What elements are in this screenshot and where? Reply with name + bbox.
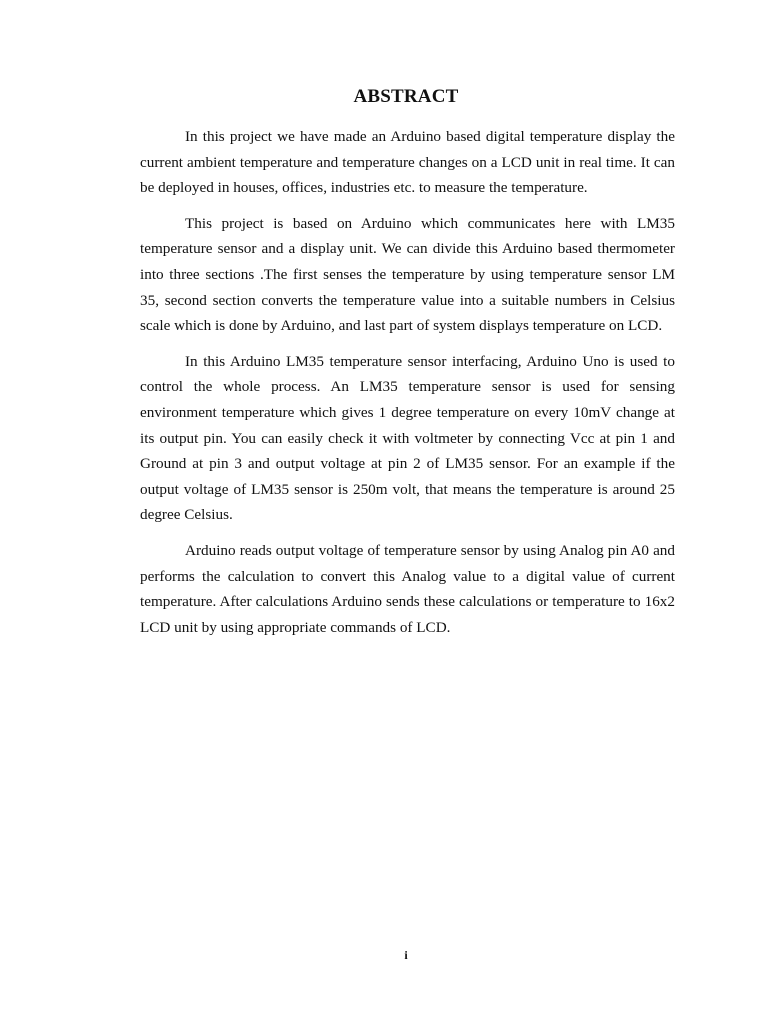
- paragraph-3: In this Arduino LM35 temperature sensor interfacing, Arduino Uno is used to control the whole process. An LM35 temperature sensor is used for sensing environment temperature which gives 1 degree temperature on every 10mV change at its output pin. You can easily check it with voltmeter by connecting Vcc at pin 1 and Ground at pin 3 and output voltage at pin 2 of LM35 sensor. For an example if the output voltage of LM35 sensor is 250m volt, that means the temperature is around 25 degree Celsius.: [140, 352, 675, 524]
- abstract-body: [140, 124, 675, 650]
- page-number: i: [404, 948, 408, 962]
- paragraph-4: Arduino reads output voltage of temperature sensor by using Analog pin A0 and performs the calculation to convert this Analog value to a digital value of current temperature. After calculations Arduino sends these calculations or temperature to 16x2 LCD unit by using appropriate commands of LCD.: [140, 541, 675, 636]
- page-title: ABSTRACT: [353, 86, 459, 107]
- paragraph-1: In this project we have made an Arduino based digital temperature display the current ambient temperature and temperature changes on a LCD unit in real time. It can be deployed in houses, offices, industries etc. to measure the temperature.: [140, 128, 675, 197]
- paragraph-2: This project is based on Arduino which communicates here with LM35 temperature sensor and a display unit. We can divide this Arduino based thermometer into three sections .The first senses the temperature by using temperature sensor LM 35, second section converts the temperature value into a suitable numbers in Celsius scale which is done by Arduino, and last part of system displays temperature on LCD.: [140, 214, 675, 335]
